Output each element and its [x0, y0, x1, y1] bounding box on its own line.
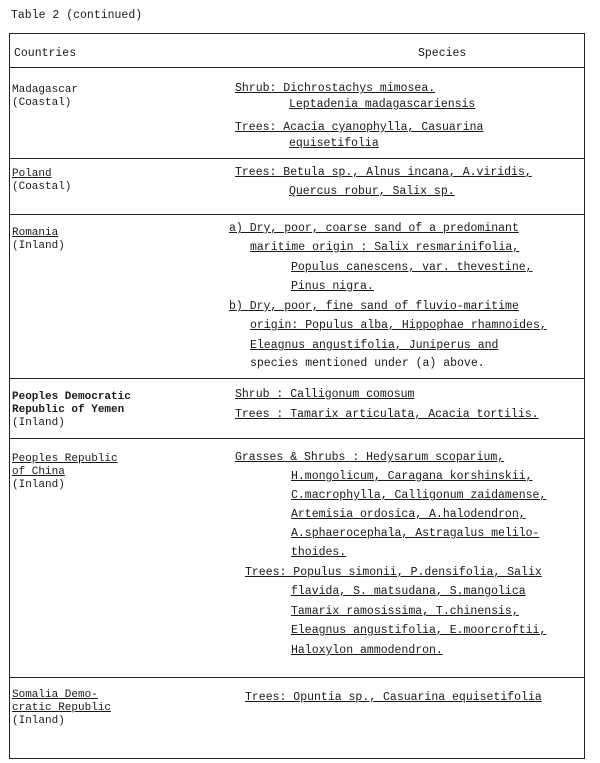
- table-caption: Table 2 (continued): [11, 9, 143, 22]
- species-line: Pinus nigra.: [291, 280, 374, 293]
- row-divider: [10, 438, 584, 439]
- species-line: Eleagnus angustifolia, Juniperus and: [250, 339, 499, 352]
- species-line: flavida, S. matsudana, S.mangolica: [291, 585, 526, 598]
- species-table: [9, 33, 585, 759]
- header-divider: [10, 67, 584, 68]
- species-line: Eleagnus angustifolia, E.moorcroftii,: [291, 624, 547, 637]
- row-divider: [10, 158, 584, 159]
- country-line: Republic of Yemen: [12, 404, 125, 416]
- row-divider: [10, 378, 584, 379]
- country-line: Poland: [12, 168, 52, 180]
- species-line: origin: Populus alba, Hippophae rhamnoides,: [250, 319, 547, 332]
- country-yemen: [12, 391, 131, 430]
- species-line: C.macrophylla, Calligonum zaidamense,: [291, 489, 547, 502]
- species-line: Trees: Betula sp., Alnus incana, A.viridis,: [235, 166, 532, 179]
- country-line: (Coastal): [12, 181, 72, 193]
- country-line: (Inland): [12, 479, 65, 491]
- country-poland: [12, 168, 71, 194]
- species-line: b) Dry, poor, fine sand of fluvio-maritime: [229, 300, 519, 313]
- species-line: equisetifolia: [289, 137, 379, 150]
- country-china: [12, 453, 118, 492]
- country-line: Madagascar: [12, 84, 79, 96]
- species-line: Shrub : Calligonum comosum: [235, 388, 415, 401]
- country-line: (Inland): [12, 715, 65, 727]
- species-header: Species: [418, 47, 467, 60]
- country-line: Peoples Republic: [12, 453, 118, 465]
- country-somalia: [12, 689, 111, 728]
- species-line: Trees: Populus simonii, P.densifolia, Salix: [245, 566, 542, 579]
- species-line: Grasses & Shrubs : Hedysarum scoparium,: [235, 451, 505, 464]
- species-line: Tamarix ramosissima, T.chinensis,: [291, 605, 519, 618]
- country-line: Romania: [12, 227, 59, 239]
- species-line: Leptadenia madagascariensis: [289, 98, 476, 111]
- species-line: Haloxylon ammodendron.: [291, 644, 443, 657]
- row-divider: [10, 214, 584, 215]
- country-line: (Inland): [12, 240, 65, 252]
- country-line: (Coastal): [12, 97, 72, 109]
- species-line: A.sphaerocephala, Astragalus melilo-: [291, 527, 540, 540]
- species-line: thoides.: [291, 546, 347, 559]
- species-line: maritime origin : Salix resmarinifolia,: [250, 241, 520, 254]
- species-line: a) Dry, poor, coarse sand of a predominant: [229, 222, 519, 235]
- species-line: Trees: Opuntia sp., Casuarina equisetifolia: [245, 691, 542, 704]
- species-line: Shrub: Dichrostachys mimosea.: [235, 82, 436, 95]
- country-madagascar: [12, 84, 78, 110]
- countries-header: Countries: [14, 47, 77, 60]
- country-line: (Inland): [12, 417, 65, 429]
- species-line: species mentioned under (a) above.: [250, 357, 485, 370]
- country-line: of China: [12, 466, 65, 478]
- country-line: Peoples Democratic: [12, 391, 131, 403]
- country-romania: [12, 227, 65, 253]
- species-line: H.mongolicum, Caragana korshinskii,: [291, 470, 533, 483]
- species-line: Quercus robur, Salix sp.: [289, 185, 455, 198]
- country-line: cratic Republic: [12, 702, 112, 714]
- species-line: Trees : Tamarix articulata, Acacia tortilis.: [235, 408, 539, 421]
- species-line: Trees: Acacia cyanophylla, Casuarina: [235, 121, 484, 134]
- species-line: Populus canescens, var. thevestine,: [291, 261, 533, 274]
- row-divider: [10, 677, 584, 678]
- country-line: Somalia Demo-: [12, 689, 98, 701]
- species-line: Artemisia ordosica, A.halodendron,: [291, 508, 526, 521]
